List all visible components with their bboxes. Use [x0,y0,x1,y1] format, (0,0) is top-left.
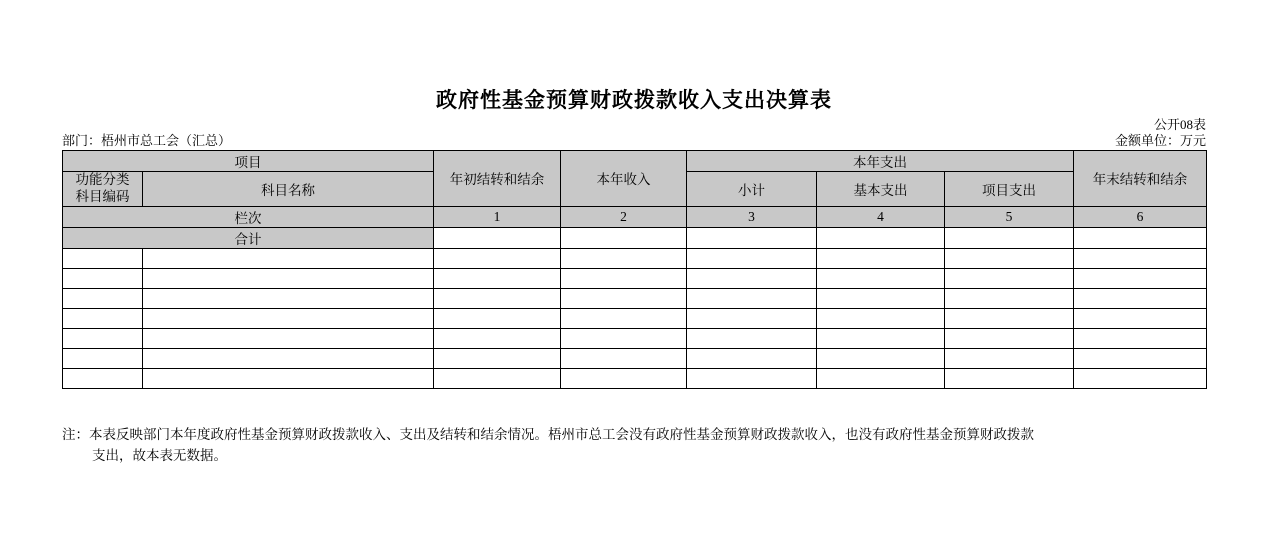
cell-value-3 [687,348,817,368]
cell-value-6 [1074,328,1207,348]
cell-value-6 [1074,308,1207,328]
total-row [63,227,1207,248]
cell-value-4 [817,268,945,288]
budget-table [62,150,1207,389]
cell-value-5 [945,308,1074,328]
column-number-4: 4 [817,206,945,227]
header-function-code [63,172,143,207]
column-number-5: 5 [945,206,1074,227]
total-value-6 [1074,227,1207,248]
cell-value-6 [1074,288,1207,308]
total-value-4 [817,227,945,248]
cell-name [143,348,434,368]
table-row [63,308,1207,328]
table-row [63,268,1207,288]
cell-name [143,288,434,308]
column-number-1: 1 [434,206,561,227]
table-header-group-row [63,151,1207,172]
note-line-2: 支出，故本表无数据。 [92,447,227,463]
cell-value-2 [561,308,687,328]
cell-value-2 [561,248,687,268]
cell-value-1 [434,348,561,368]
cell-code [63,348,143,368]
column-number-label: 栏次 [63,206,434,227]
cell-value-2 [561,348,687,368]
cell-value-3 [687,368,817,388]
table-row [63,248,1207,268]
cell-value-2 [561,268,687,288]
cell-value-5 [945,348,1074,368]
cell-value-2 [561,368,687,388]
column-number-row [63,206,1207,227]
cell-code [63,368,143,388]
cell-value-4 [817,308,945,328]
cell-value-4 [817,248,945,268]
column-number-6: 6 [1074,206,1207,227]
cell-value-1 [434,268,561,288]
cell-name [143,248,434,268]
cell-code [63,308,143,328]
cell-code [63,328,143,348]
cell-value-5 [945,368,1074,388]
header-function-code-line2: 科目编码 [75,188,130,204]
total-value-3 [687,227,817,248]
header-end-balance: 年末结转和结余 [1074,151,1207,207]
column-number-3: 3 [687,206,817,227]
cell-value-1 [434,328,561,348]
cell-code [63,248,143,268]
cell-value-3 [687,308,817,328]
header-subtotal: 小计 [687,172,817,207]
cell-value-1 [434,288,561,308]
cell-code [63,288,143,308]
note-line-1: 注：本表反映部门本年度政府性基金预算财政拨款收入、支出及结转和结余情况。梧州市总工会没有政府性基金预算财政拨款收入，也没有政府性基金预算财政拨款 [62,427,1034,442]
cell-value-6 [1074,248,1207,268]
cell-name [143,368,434,388]
cell-value-4 [817,348,945,368]
header-function-code-line1: 功能分类 [75,172,130,187]
cell-name [143,308,434,328]
total-value-1 [434,227,561,248]
total-value-2 [561,227,687,248]
cell-name [143,328,434,348]
cell-value-3 [687,248,817,268]
header-project-expenditure: 项目支出 [945,172,1074,207]
cell-value-2 [561,288,687,308]
department-line: 部门：梧州市总工会（汇总） [62,133,232,148]
table-row [63,288,1207,308]
total-label: 合计 [63,227,434,248]
table-row [63,328,1207,348]
header-income: 本年收入 [561,151,687,207]
cell-value-4 [817,328,945,348]
header-begin-balance: 年初结转和结余 [434,151,561,207]
cell-value-5 [945,248,1074,268]
cell-value-6 [1074,368,1207,388]
cell-value-3 [687,268,817,288]
cell-value-6 [1074,268,1207,288]
cell-value-5 [945,268,1074,288]
table-note [62,425,1212,467]
cell-value-1 [434,368,561,388]
cell-code [63,268,143,288]
total-value-5 [945,227,1074,248]
cell-name [143,268,434,288]
header-item-group: 项目 [63,151,434,172]
table-row [63,348,1207,368]
cell-value-1 [434,308,561,328]
cell-value-3 [687,288,817,308]
header-basic-expenditure: 基本支出 [817,172,945,207]
cell-value-2 [561,328,687,348]
header-expenditure-group: 本年支出 [687,151,1074,172]
cell-value-6 [1074,348,1207,368]
header-subject-name: 科目名称 [143,172,434,207]
cell-value-5 [945,288,1074,308]
column-number-2: 2 [561,206,687,227]
form-number: 公开08表 [1153,117,1206,132]
page-title: 政府性基金预算财政拨款收入支出决算表 [436,88,832,112]
amount-unit-line: 金额单位：万元 [1114,133,1206,148]
cell-value-1 [434,248,561,268]
cell-value-4 [817,368,945,388]
table-row [63,368,1207,388]
cell-value-3 [687,328,817,348]
cell-value-5 [945,328,1074,348]
cell-value-4 [817,288,945,308]
